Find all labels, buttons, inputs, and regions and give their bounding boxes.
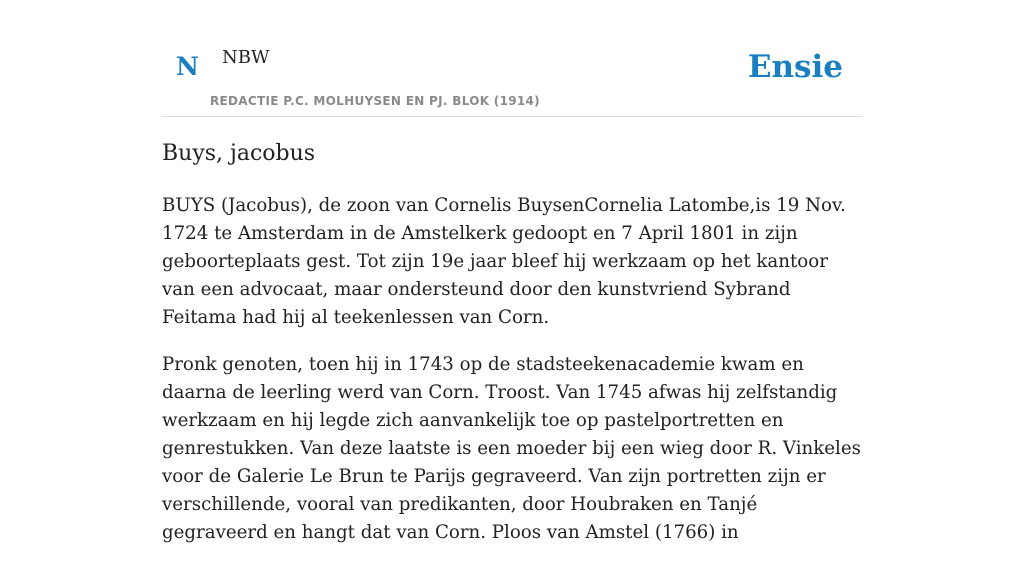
article-title: Buys, jacobus	[162, 141, 316, 166]
site-header	[162, 0, 862, 117]
article-body	[162, 192, 862, 566]
article-paragraph: Pronk genoten, toen hij in 1743 op de stadsteekenacademie kwam en daarna de leerling werd van Corn. Troost. Van 1745 afwas hij zelfstandig werkzaam en hij legde zich aanvankelijk toe op pastelportretten en genrestukken. Van deze laatste is een moeder bij een wieg door R. Vinkeles voor de Galerie Le Brun te Parijs gegraveerd. Van zijn portretten zijn er verschillende, vooral van predikanten, door Houbraken en Tanjé gegraveerd en hangt dat van Corn. Ploos van Amstel (1766) in	[162, 354, 861, 543]
article-paragraph: BUYS (Jacobus), de zoon van Cornelis BuysenCornelia Latombe,is 19 Nov. 1724 te Amsterdam in de Amstelkerk gedoopt en 7 April 1801 in zijn geboorteplaats gest. Tot zijn 19e jaar bleef hij werkzaam op het kantoor van een advocaat, maar ondersteund door den kunstvriend Sybrand Feitama had hij al teekenlessen van Corn.	[162, 195, 846, 328]
source-logo[interactable]: N	[176, 52, 199, 81]
brand-logo[interactable]: Ensie	[747, 49, 843, 85]
source-subtitle: REDACTIE P.C. MOLHUYSEN EN PJ. BLOK (1914)	[210, 94, 540, 108]
source-name[interactable]: NBW	[222, 47, 270, 68]
